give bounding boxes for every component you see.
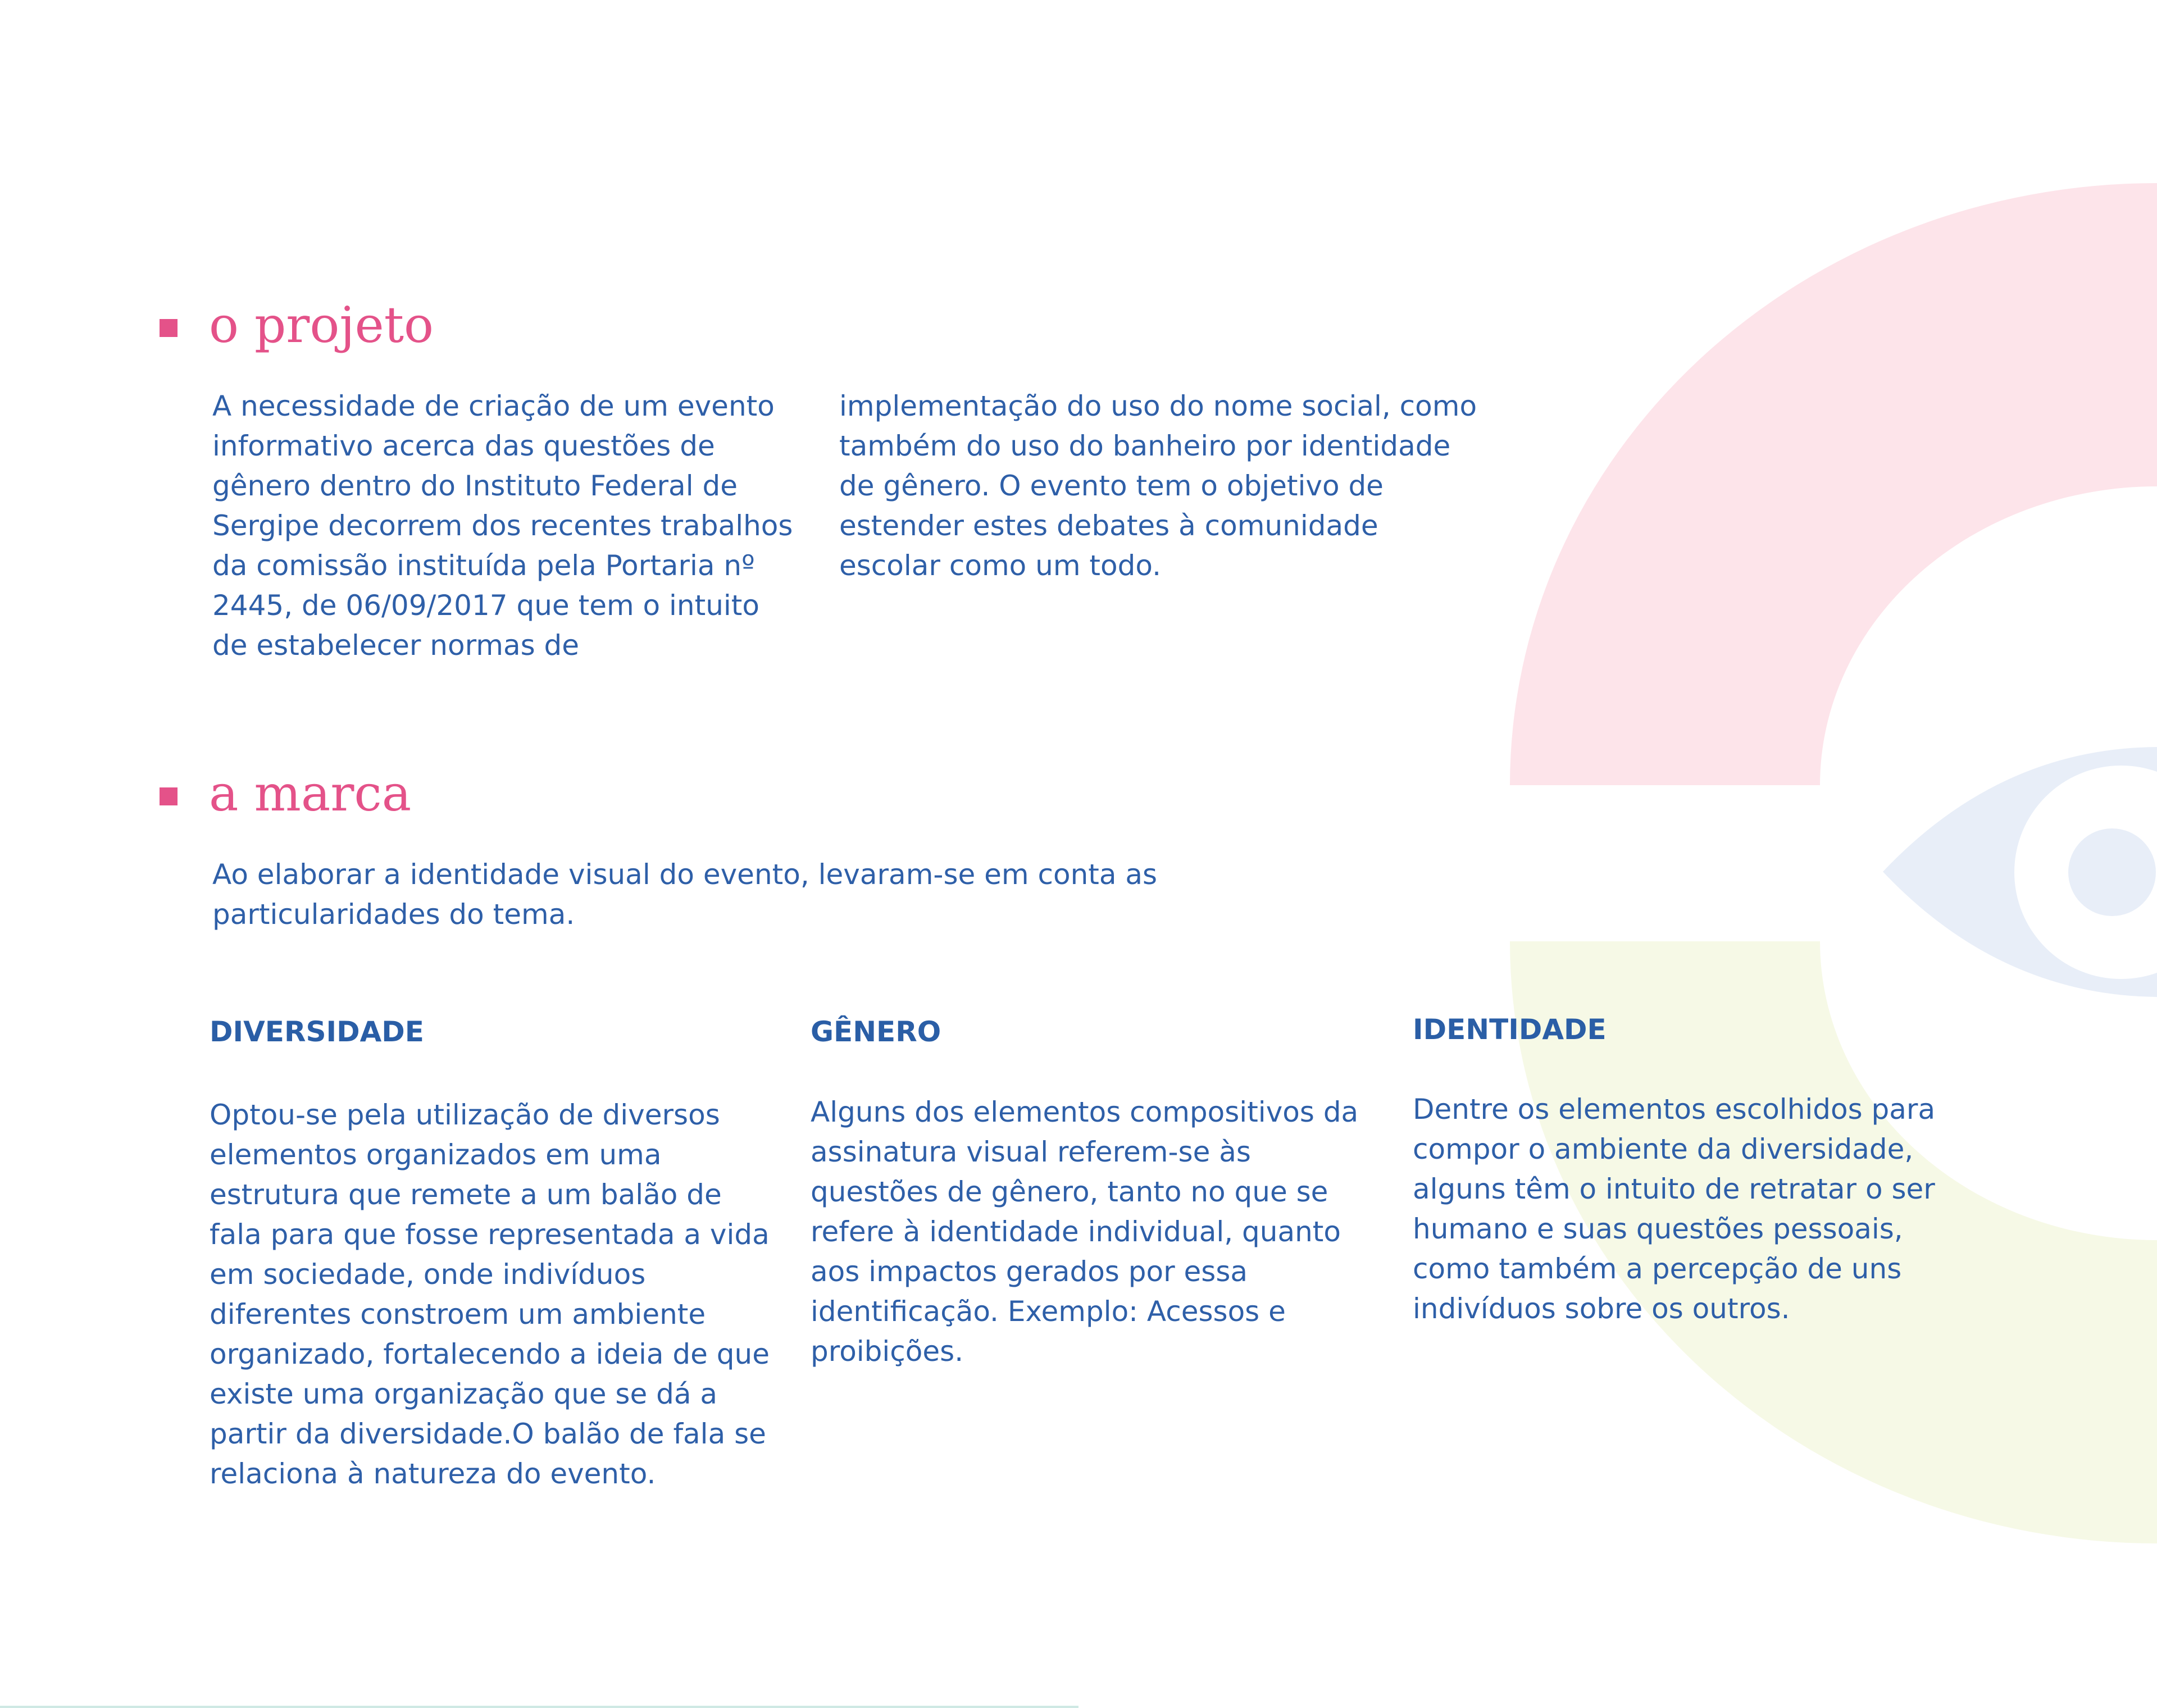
column-heading-genero: GÊNERO xyxy=(811,1015,941,1048)
eye-pupil xyxy=(2068,828,2156,916)
column-text-diversidade: Optou-se pela utilização de diversos elementos organizados em uma estrutura que remete a um balão de fala para que fosse representada a vida em sociedade, onde indivíduos diferentes constroem um ambiente organizado, fortalecendo a ideia de que existe uma organização que se dá a partir da diversidade.O balão de fala se relaciona à natureza do evento. xyxy=(210,1099,770,1490)
pink-arc xyxy=(1510,183,2157,785)
column-heading-identidade: IDENTIDADE xyxy=(1413,1013,1607,1046)
column-text-genero: Alguns dos elementos compositivos da assinatura visual referem-se às questões de gênero, tanto no que se refere à identidade individual, quanto aos impactos gerados por essa identificação. Exemplo: Acessos e proibições. xyxy=(811,1096,1359,1368)
column-heading-diversidade: DIVERSIDADE xyxy=(210,1015,424,1048)
footer-divider xyxy=(0,1706,1078,1708)
section-title-marca: a marca xyxy=(209,764,412,822)
brand-intro: Ao elaborar a identidade visual do evento, levaram-se em conta as particularidades do tema. xyxy=(212,858,1158,931)
project-text-col2: implementação do uso do nome social, como também do uso do banheiro por identidade de gênero. O evento tem o objetivo de estender estes debates à comunidade escolar como um todo. xyxy=(839,390,1477,582)
bullet-icon xyxy=(160,319,178,337)
bullet-icon xyxy=(160,787,178,805)
column-text-identidade: Dentre os elementos escolhidos para compor o ambiente da diversidade, alguns têm o intuito de retratar o ser humano e suas questões pessoais, como também a percepção de uns indivíduos sobre os outros. xyxy=(1413,1093,1936,1325)
section-title-projeto: o projeto xyxy=(209,296,434,354)
project-text-col1: A necessidade de criação de um evento informativo acerca das questões de gênero dentro do Instituto Federal de Sergipe decorrem dos recentes trabalhos da comissão instituída pela Portaria nº 2445, de 06/09/2017 que tem o intuito de estabelecer normas de xyxy=(212,390,793,662)
